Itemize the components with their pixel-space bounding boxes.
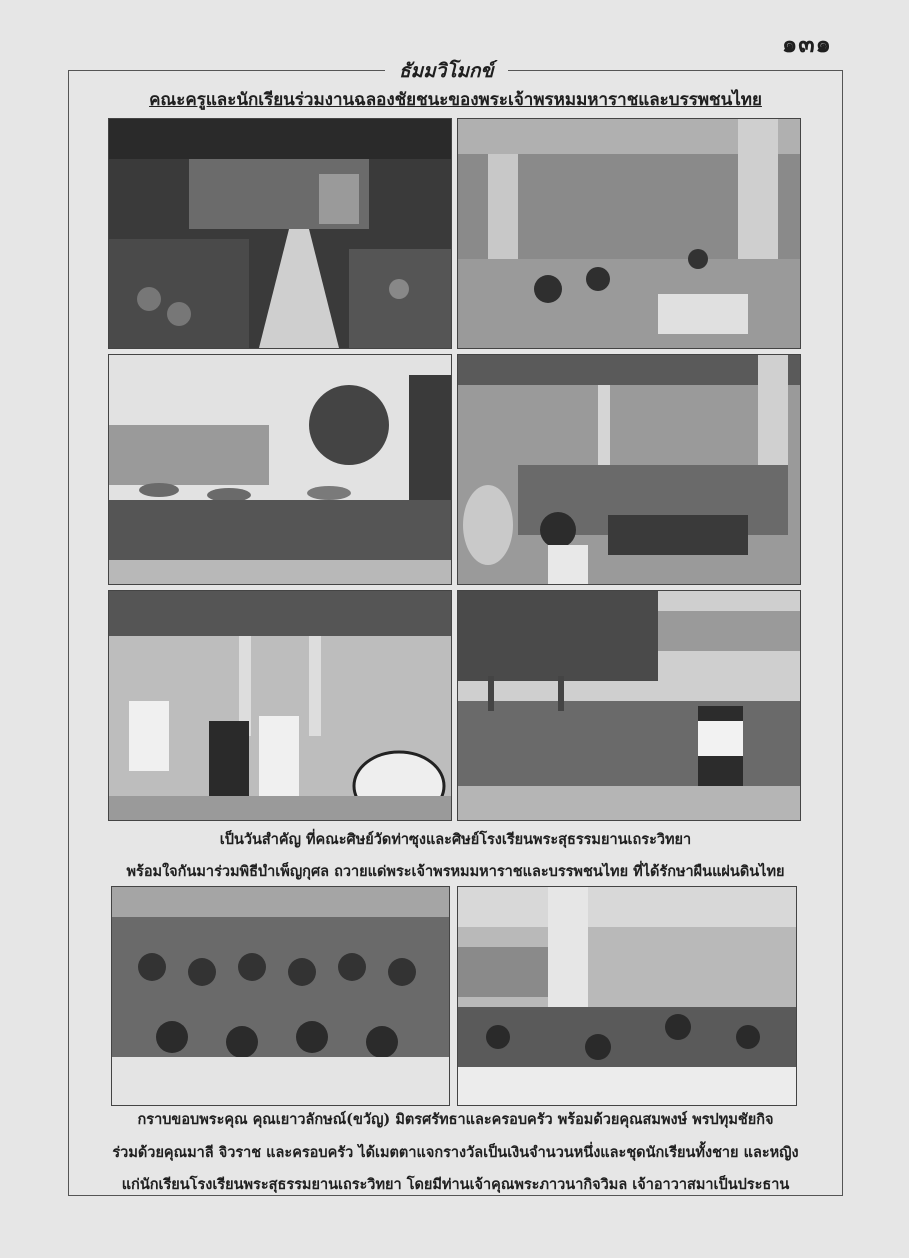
caption-middle-line-1: เป็นวันสำคัญ ที่คณะศิษย์วัดท่าซุงและศิษย์โรงเรียนพระสุธรรมยานเถระวิทยา [219,831,692,848]
caption-middle-line-2: พร้อมใจกันมาร่วมพิธีบำเพ็ญกุศล ถวายแด่พระเจ้าพรหมมหาราชและบรรพชนไทย ที่ได้รักษาผืนแผ่นดินไทย [126,863,785,880]
photo-seated-students [111,886,450,1106]
photo-hall-assembly [457,886,797,1106]
photo-marching-band [108,590,452,821]
photo-students-offerings [457,118,801,349]
photo-hall-ceremony [108,118,452,349]
photo-dancer-audience [457,354,801,585]
article-headline: คณะครูและนักเรียนร่วมงานฉลองชัยชนะของพระเจ้าพรหมมหาราชและบรรพชนไทย [149,90,762,110]
photo-umbrella-parade [108,354,452,585]
caption-bottom-line-3: แก่นักเรียนโรงเรียนพระสุธรรมยานเถระวิทยา โดยมีท่านเจ้าคุณพระภาวนากิจวิมล เจ้าอาวาสมาเป็นประธาน [121,1176,790,1193]
caption-bottom-line-1: กราบขอบพระคุณ คุณเยาวลักษณ์(ขวัญ) มิตรศรัทธาและครอบครัว พร้อมด้วยคุณสมพงษ์ พรปทุมชัยกิจ [137,1111,774,1128]
journal-title: ธัมมวิโมกข์ [385,56,508,86]
caption-bottom-line-2: ร่วมด้วยคุณมาลี จิวราช และครอบครัว ได้เมตตาแจกรางวัลเป็นเงินจำนวนหนึ่งและชุดนักเรียนทั้งชาย และหญิง [112,1144,799,1161]
page-number: ๑๓๑ [782,29,832,58]
photo-traditional-dress-procession [457,590,801,821]
